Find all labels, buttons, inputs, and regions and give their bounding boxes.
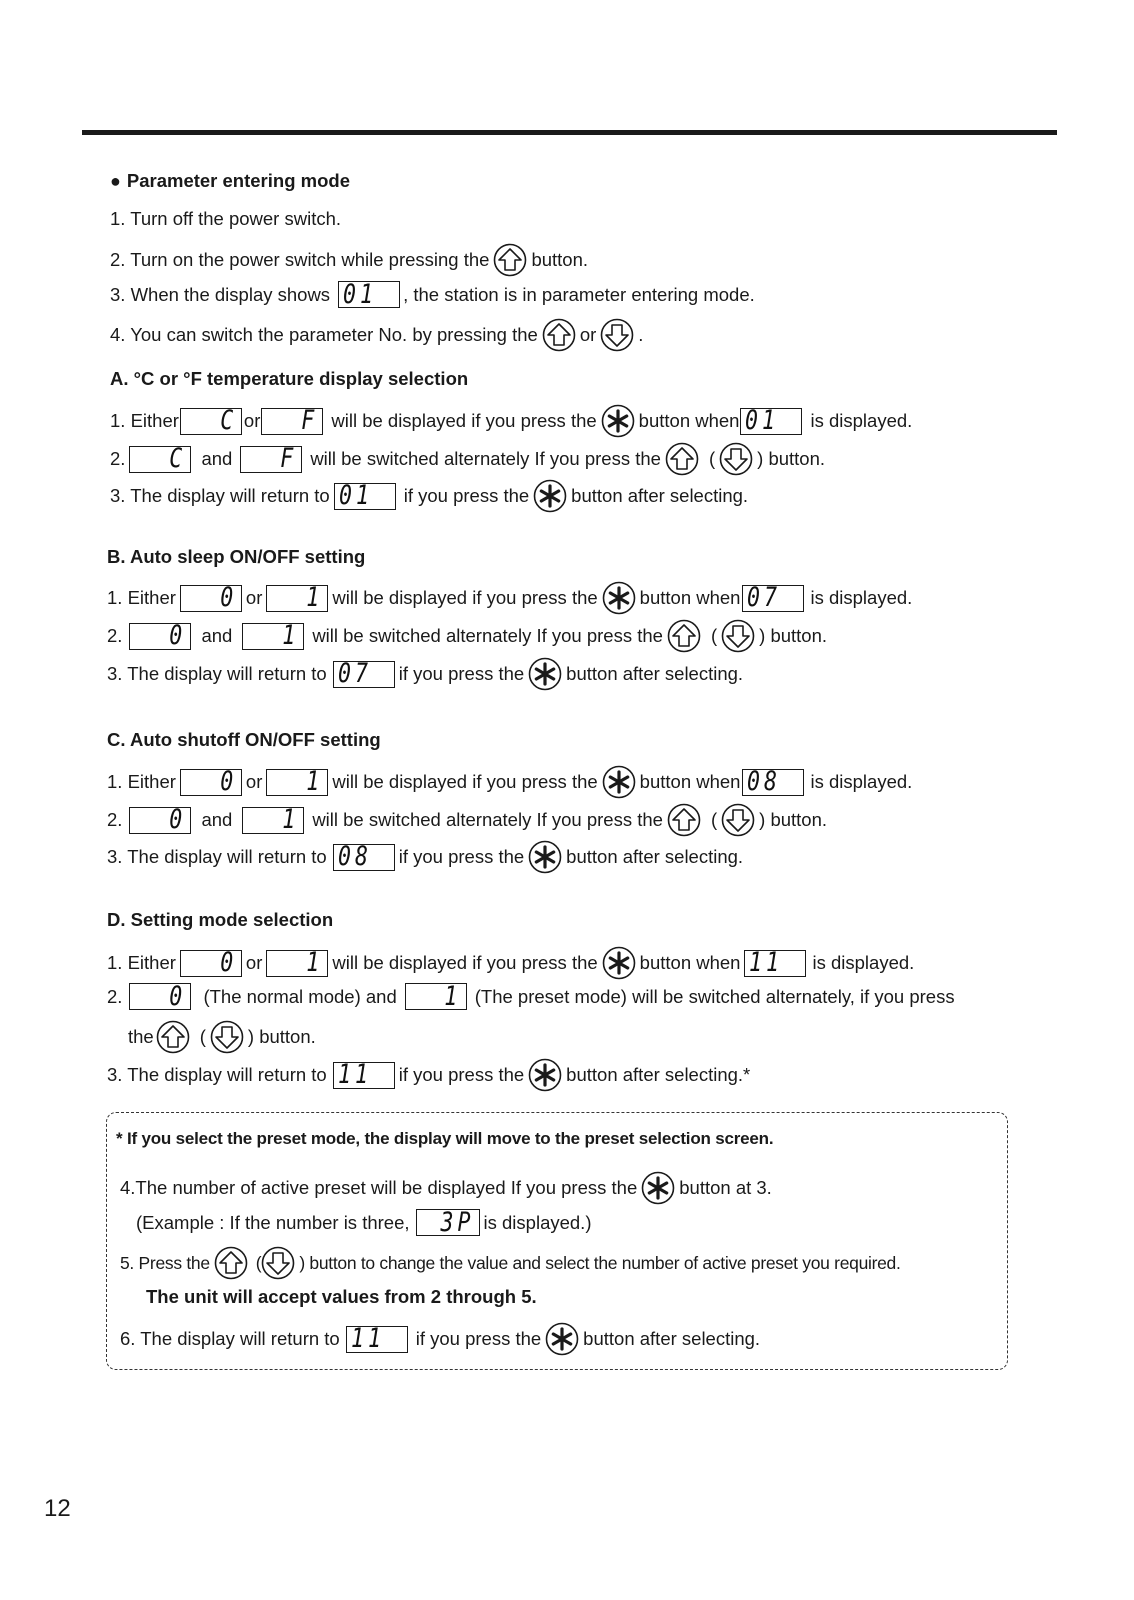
step-text: 2. Turn on the power switch while pressing the (110, 249, 490, 270)
step-text: button after selecting. (566, 663, 744, 684)
down-arrow-button-icon (721, 619, 755, 653)
step-text: ( (710, 809, 718, 830)
step-text: button after selecting. (566, 846, 744, 867)
page-number: 12 (44, 1495, 71, 1522)
step-text: is displayed. (812, 952, 915, 973)
section-a-title: A. °C or °F temperature display selection (110, 368, 469, 389)
step-text: or (243, 410, 261, 431)
step-text: will be displayed if you press the (332, 952, 598, 973)
preset-note-header: * If you select the preset mode, the display will move to the preset selection screen. (116, 1129, 774, 1148)
step-text: 2. (110, 448, 126, 469)
lcd-display: 0 (129, 623, 191, 650)
step-text: and (201, 448, 233, 469)
step-text: will be switched alternately If you press the (312, 809, 663, 830)
step-text: 2. (107, 985, 123, 1007)
lcd-display: 1 (242, 807, 304, 834)
lcd-display: 1 (266, 950, 328, 977)
step-text: button. (531, 249, 589, 270)
up-arrow-button-icon (667, 803, 701, 837)
step-text: ( (708, 448, 716, 469)
step-text: . (638, 324, 644, 345)
section-a-step-3 (110, 479, 748, 513)
step-text: button when (638, 410, 740, 431)
step-text: button at 3. (679, 1177, 772, 1198)
section-c-title: C. Auto shutoff ON/OFF setting (107, 729, 381, 750)
asterisk-set-button-icon (602, 946, 636, 980)
asterisk-set-button-icon (528, 657, 562, 691)
up-arrow-button-icon (665, 442, 699, 476)
step-text: is displayed.) (483, 1211, 592, 1233)
lcd-display: C (129, 446, 191, 473)
asterisk-set-button-icon (601, 404, 635, 438)
step-text: ) button. (247, 1026, 316, 1047)
down-arrow-button-icon (210, 1020, 244, 1054)
step-text: ( (710, 625, 718, 646)
step-text: button after selecting. (571, 485, 749, 506)
step-text: 2. (107, 809, 123, 830)
lcd-display: 11 (333, 1062, 395, 1089)
asterisk-set-button-icon (528, 1058, 562, 1092)
step-text: and (201, 809, 233, 830)
lcd-display: F (261, 408, 323, 435)
step-text: or (245, 587, 263, 608)
asterisk-set-button-icon (533, 479, 567, 513)
intro-title: Parameter entering mode (126, 170, 350, 191)
step-text: is displayed. (810, 771, 913, 792)
lcd-display: 0 (129, 807, 191, 834)
intro-heading (110, 168, 350, 194)
step-text: will be displayed if you press the (332, 771, 598, 792)
step-text: if you press the (398, 663, 525, 684)
lcd-display: F (240, 446, 302, 473)
lcd-display: 11 (346, 1326, 408, 1353)
top-rule (82, 130, 1057, 135)
step-text: 1. Turn off the power switch. (110, 208, 342, 229)
section-d-step-3 (107, 1058, 750, 1092)
lcd-display: C (180, 408, 242, 435)
step-text: or (245, 771, 263, 792)
up-arrow-button-icon (493, 243, 527, 277)
up-arrow-button-icon (542, 318, 576, 352)
preset-range-note: The unit will accept values from 2 through 5. (146, 1286, 537, 1307)
section-b-title: B. Auto sleep ON/OFF setting (107, 546, 366, 567)
section-d-step-2-continued (128, 1020, 316, 1054)
step-text: , the station is in parameter entering mode. (403, 283, 755, 305)
step-text: or (579, 324, 597, 345)
step-text: 1. Either (107, 587, 176, 608)
step-text: and (201, 625, 233, 646)
step-text: will be switched alternately If you press the (312, 625, 663, 646)
step-text: (The normal mode) and (203, 985, 397, 1007)
lcd-display: 08 (742, 769, 804, 796)
step-text: is displayed. (810, 587, 913, 608)
lcd-display: 1 (405, 983, 467, 1010)
asterisk-set-button-icon (641, 1171, 675, 1205)
step-text: ) button. (759, 809, 828, 830)
step-text: is displayed. (810, 410, 913, 431)
up-arrow-button-icon (667, 619, 701, 653)
step-text: button when (639, 587, 741, 608)
down-arrow-button-icon (721, 803, 755, 837)
step-text: button when (639, 771, 741, 792)
section-c-step-1 (107, 765, 912, 799)
step-text: if you press the (398, 846, 525, 867)
step-text: 3. The display will return to (107, 663, 327, 684)
step-text: 4. You can switch the parameter No. by pressing the (110, 324, 538, 345)
step-text: 3. The display will return to (107, 1064, 327, 1085)
step-text: will be displayed if you press the (331, 410, 597, 431)
step-text: ) button. (759, 625, 828, 646)
down-arrow-button-icon (719, 442, 753, 476)
section-d-step-2 (107, 980, 955, 1012)
step-text: (The preset mode) will be switched alternately, if you press (474, 985, 955, 1007)
step-text: or (245, 952, 263, 973)
step-text: if you press the (398, 1064, 525, 1085)
lcd-display: 08 (333, 844, 395, 871)
lcd-display: 07 (742, 585, 804, 612)
step-text: ( (255, 1253, 262, 1273)
asterisk-set-button-icon (528, 840, 562, 874)
step-text: will be switched alternately If you press the (310, 448, 661, 469)
lcd-display: 01 (338, 281, 400, 308)
lcd-display: 01 (740, 408, 802, 435)
section-d-step-1 (107, 946, 914, 980)
step-text: 6. The display will return to (120, 1328, 340, 1349)
up-arrow-button-icon (156, 1020, 190, 1054)
bullet: ● (110, 171, 121, 191)
lcd-display: 0 (180, 950, 242, 977)
section-a-step-1 (110, 404, 912, 438)
step-text: will be displayed if you press the (332, 587, 598, 608)
step-text: 5. Press the (120, 1253, 210, 1273)
intro-step-1 (110, 206, 341, 232)
intro-step-4 (110, 318, 643, 352)
down-arrow-button-icon (261, 1246, 295, 1280)
asterisk-set-button-icon (545, 1322, 579, 1356)
section-b-step-2 (107, 619, 827, 653)
step-text: 1. Either (107, 952, 176, 973)
intro-step-3 (110, 278, 755, 310)
step-text: 1. Either (110, 410, 179, 431)
step-text: 2. (107, 625, 123, 646)
step-text: ( (199, 1026, 206, 1047)
preset-step-6 (120, 1322, 760, 1356)
section-b-step-3 (107, 657, 743, 691)
step-text: the (128, 1026, 154, 1047)
step-text: 3. The display will return to (107, 846, 327, 867)
step-text: if you press the (403, 485, 530, 506)
lcd-display: 0 (129, 983, 191, 1010)
step-text: button after selecting.* (566, 1064, 751, 1085)
lcd-display: 11 (744, 950, 806, 977)
step-text: 3. The display will return to (110, 485, 330, 506)
step-text: (Example : If the number is three, (136, 1211, 410, 1233)
step-text: 4.The number of active preset will be displayed If you press the (120, 1177, 638, 1198)
lcd-display: 1 (242, 623, 304, 650)
section-d-title: D. Setting mode selection (107, 909, 334, 930)
lcd-display: 07 (333, 661, 395, 688)
step-text: 1. Either (107, 771, 176, 792)
step-text: button after selecting. (583, 1328, 761, 1349)
section-c-step-3 (107, 840, 743, 874)
preset-step-4 (120, 1171, 772, 1205)
asterisk-set-button-icon (602, 765, 636, 799)
lcd-display: 0 (180, 769, 242, 796)
preset-step-5 (120, 1246, 901, 1280)
lcd-display: 3P (416, 1209, 480, 1236)
intro-step-2 (110, 243, 588, 277)
asterisk-set-button-icon (602, 581, 636, 615)
down-arrow-button-icon (600, 318, 634, 352)
lcd-display: 1 (266, 769, 328, 796)
section-c-step-2 (107, 803, 827, 837)
step-text: if you press the (415, 1328, 542, 1349)
up-arrow-button-icon (214, 1246, 248, 1280)
step-text: 3. When the display shows (110, 283, 331, 305)
step-text: ) button to change the value and select the number of active preset you required. (299, 1253, 901, 1273)
section-a-step-2 (110, 442, 825, 476)
preset-example (136, 1206, 592, 1238)
step-text: ) button. (757, 448, 826, 469)
lcd-display: 1 (266, 585, 328, 612)
lcd-display: 01 (334, 483, 396, 510)
section-b-step-1 (107, 581, 912, 615)
step-text: button when (639, 952, 741, 973)
lcd-display: 0 (180, 585, 242, 612)
